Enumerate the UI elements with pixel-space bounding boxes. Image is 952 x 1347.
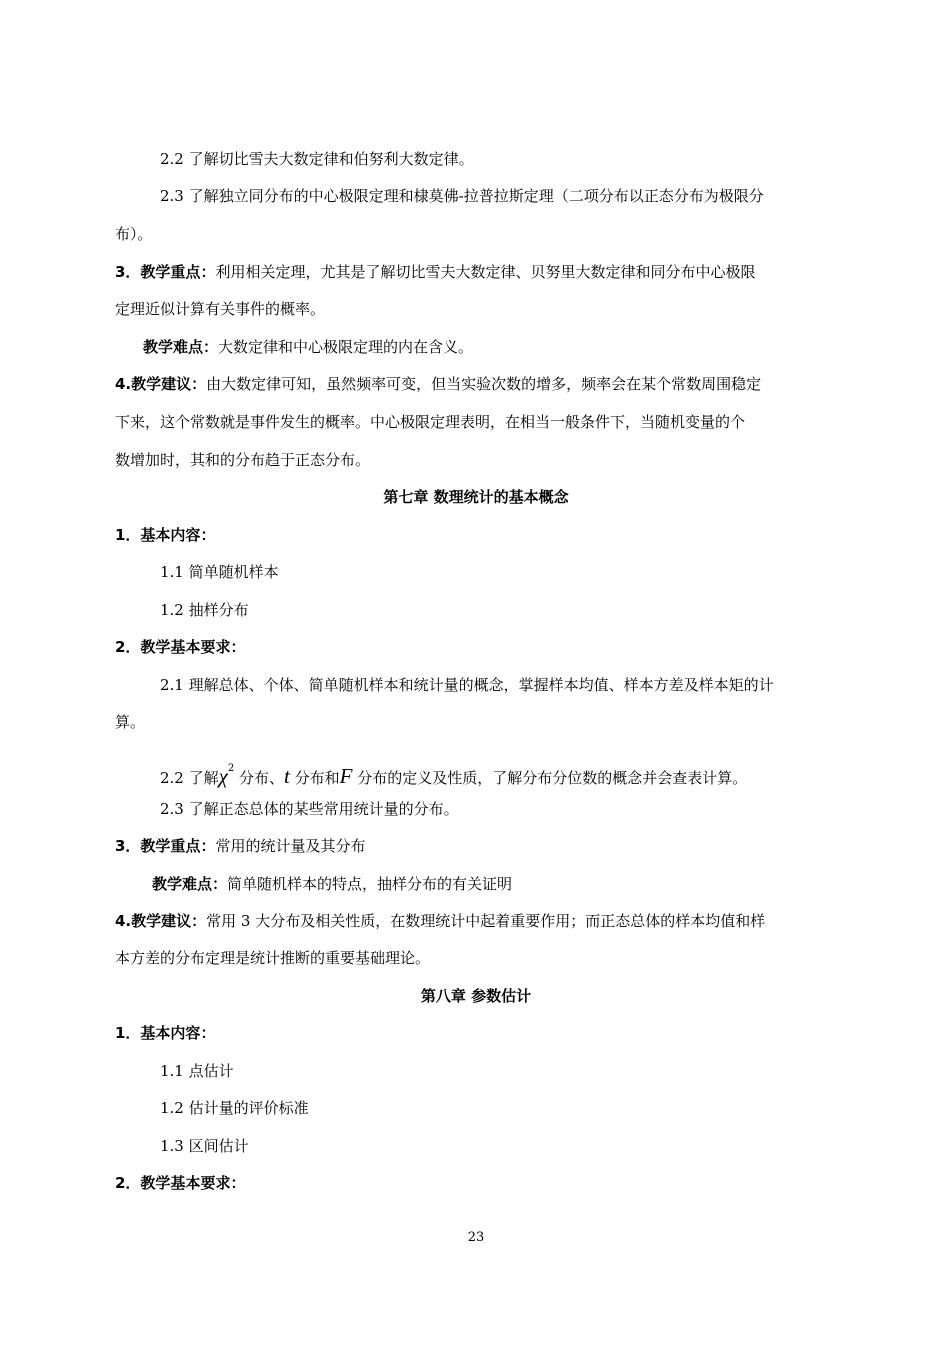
ch6-req-2-3-line1: 2.3 了解独立同分布的中心极限定理和棣莫佛-拉普拉斯定理（二项分布以正态分布为极限分 (160, 187, 764, 205)
ch7-req-2-2-d: 分布的定义及性质，了解分布分位数的概念并会查表计算。 (352, 769, 748, 787)
page-number: 23 (467, 1230, 485, 1245)
ch7-key-text: 常用的统计量及其分布 (215, 837, 366, 855)
ch6-sugg-line1: 由大数定律可知，虽然频率可变，但当实验次数的增多，频率会在某个常数周围稳定 (206, 375, 762, 393)
ch6-key-text-line1: 利用相关定理，尤其是了解切比雪夫大数定律、贝努里大数定律和同分布中心极限 (215, 263, 756, 281)
ch7-req-2-1-line2: 算。 (115, 713, 146, 731)
ch7-req-2-3: 2.3 了解正态总体的某些常用统计量的分布。 (160, 800, 459, 818)
ch6-diff-text: 大数定律和中心极限定理的内在含义。 (218, 338, 474, 356)
t-symbol: t (284, 764, 290, 788)
ch7-key-label: 3．教学重点： (115, 837, 216, 855)
ch6-suggestion (115, 374, 761, 394)
ch7-req-2-1-line1: 2.1 理解总体、个体、简单随机样本和统计量的概念，掌握样本均值、样本方差及样本矩的计 (160, 676, 774, 694)
ch6-diff-label: 教学难点： (143, 338, 219, 356)
ch6-sugg-line3: 数增加时，其和的分布趋于正态分布。 (115, 451, 371, 469)
ch6-req-2-2: 2.2 了解切比雪夫大数定律和伯努利大数定律。 (160, 150, 474, 168)
ch8-content-label: 1．基本内容： (115, 1024, 216, 1042)
ch7-req-2-2-b: 分布、 (234, 769, 285, 787)
ch7-req-2-2 (160, 757, 747, 790)
ch7-item-1-1: 1.1 简单随机样本 (160, 563, 279, 581)
ch7-sugg-line1: 常用 3 大分布及相关性质，在数理统计中起着重要作用；而正态总体的样本均值和样 (206, 912, 766, 930)
ch7-sugg-line2: 本方差的分布定理是统计推断的重要基础理论。 (115, 949, 431, 967)
ch8-req-label: 2．教学基本要求： (115, 1174, 246, 1192)
ch6-sugg-label: 4.教学建议： (115, 375, 207, 393)
ch7-item-1-2: 1.2 抽样分布 (160, 601, 249, 619)
ch8-item-1-2: 1.2 估计量的评价标准 (160, 1099, 309, 1117)
ch6-key-label: 3．教学重点： (115, 263, 216, 281)
chi-square-symbol: χ (218, 764, 228, 788)
ch6-key-text-line2: 定理近似计算有关事件的概率。 (115, 300, 326, 318)
ch6-difficulty (143, 337, 473, 357)
ch7-key-points (115, 836, 365, 856)
ch6-req-2-3-line2: 布）。 (115, 225, 153, 243)
ch7-suggestion (115, 911, 765, 931)
ch7-difficulty (152, 874, 512, 894)
ch6-key-points (115, 262, 755, 282)
f-symbol: F (339, 764, 353, 788)
ch8-title: 第八章 参数估计 (420, 987, 532, 1005)
ch7-req-2-2-a: 2.2 了解 (160, 769, 219, 787)
ch7-title: 第七章 数理统计的基本概念 (383, 488, 569, 506)
ch7-content-label: 1．基本内容： (115, 526, 216, 544)
ch6-sugg-line2: 下来，这个常数就是事件发生的概率。中心极限定理表明，在相当一般条件下，当随机变量的个 (115, 413, 746, 431)
ch7-sugg-label: 4.教学建议： (115, 912, 207, 930)
ch8-item-1-3: 1.3 区间估计 (160, 1137, 249, 1155)
chi-square-exponent: 2 (227, 763, 235, 774)
ch7-diff-label: 教学难点： (152, 875, 228, 893)
ch7-diff-text: 简单随机样本的特点，抽样分布的有关证明 (227, 875, 513, 893)
ch7-req-2-2-c: 分布和 (289, 769, 340, 787)
ch8-item-1-1: 1.1 点估计 (160, 1062, 234, 1080)
ch7-req-label: 2．教学基本要求： (115, 638, 246, 656)
